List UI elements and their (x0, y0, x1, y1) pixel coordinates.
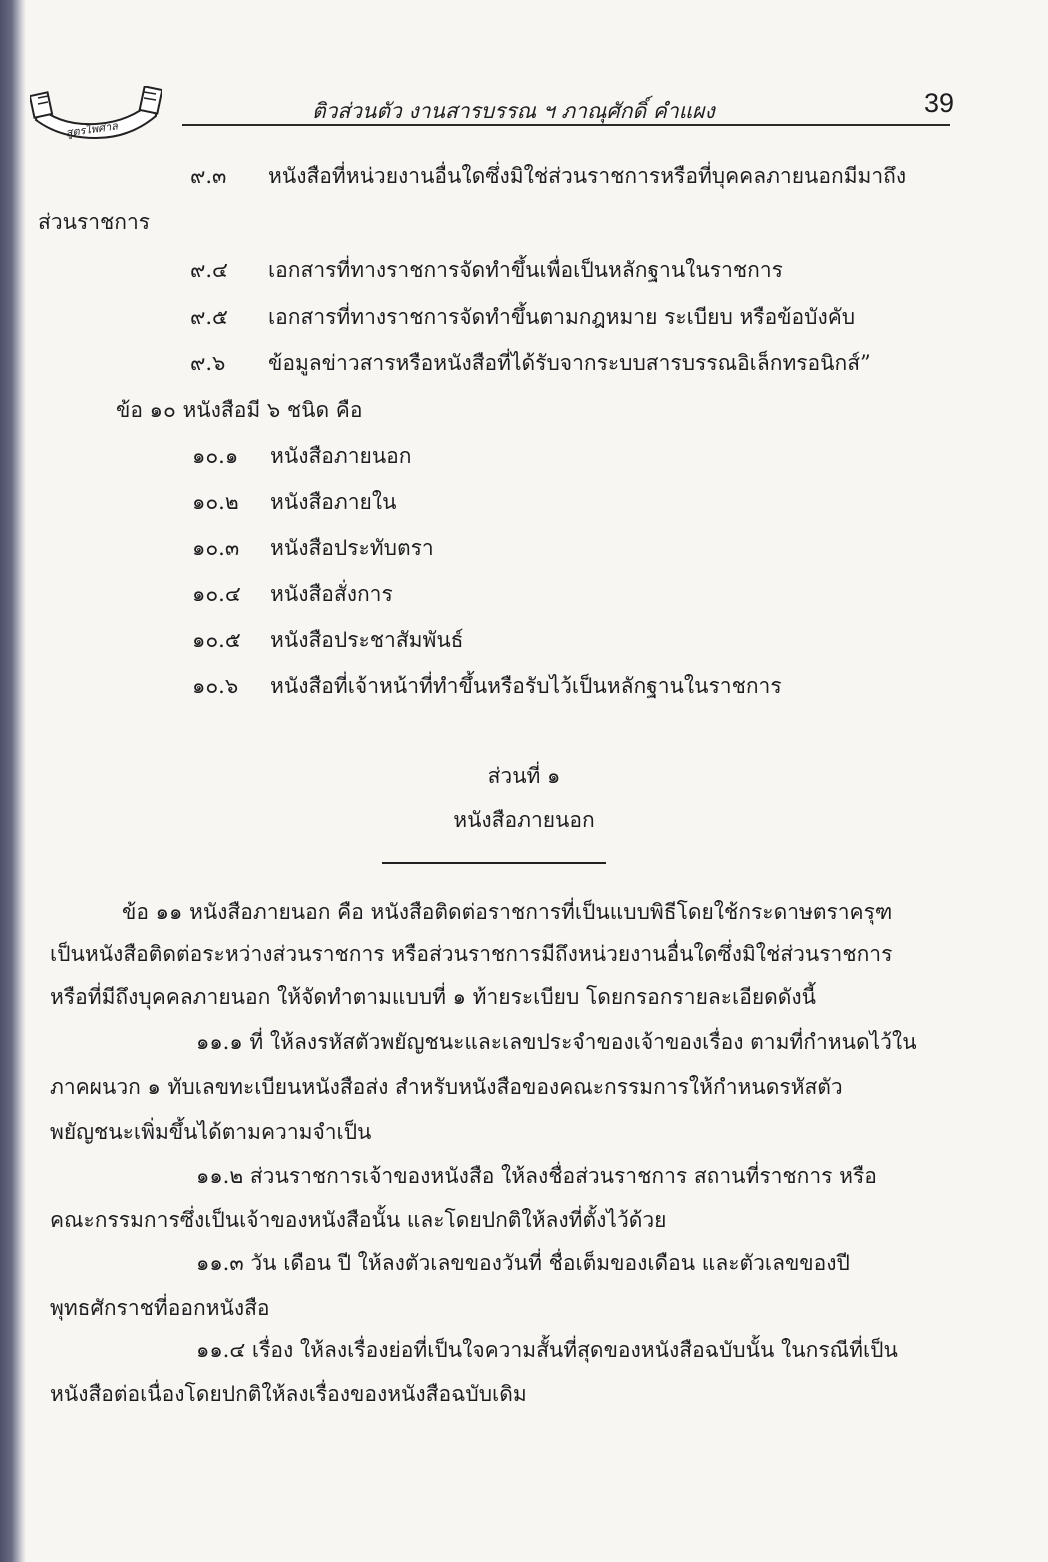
paragraph-line: ข้อ ๑๑ หนังสือภายนอก คือ หนังสือติดต่อราชการที่เป็นแบบพิธีโดยใช้กระดาษตราครุฑ (122, 900, 893, 924)
item-number: ๑๐.๖ (192, 674, 239, 698)
list-item (192, 626, 464, 654)
list-item (190, 349, 871, 377)
item-number: ๙.๖ (190, 351, 226, 375)
item-text: เอกสารที่ทางราชการจัดทำขึ้นตามกฎหมาย ระเบียบ หรือข้อบังคับ (268, 305, 856, 329)
item-text: หนังสือสั่งการ (270, 582, 393, 606)
list-item (190, 256, 783, 284)
header-rule (182, 124, 950, 126)
paragraph-line: ๑๑.๔ เรื่อง ให้ลงเรื่องย่อที่เป็นใจความสั้นที่สุดของหนังสือฉบับนั้น ในกรณีที่เป็น (196, 1338, 898, 1362)
item-text: หนังสือภายนอก (270, 444, 412, 468)
logo-banner-icon (30, 86, 162, 142)
paragraph-line: หนังสือต่อเนื่องโดยปกติให้ลงเรื่องของหนังสือฉบับเดิม (50, 1382, 527, 1406)
list-item (190, 303, 855, 331)
section-subtitle: หนังสือภายนอก (453, 808, 595, 832)
item-text: หนังสือที่หน่วยงานอื่นใดซึ่งมิใช่ส่วนราชการหรือที่บุคคลภายนอกมีมาถึง (268, 164, 907, 188)
item-text: หนังสือที่เจ้าหน้าที่ทำขึ้นหรือรับไว้เป็นหลักฐานในราชการ (270, 674, 782, 698)
section-divider (382, 862, 606, 864)
item-text: หนังสือประชาสัมพันธ์ (270, 628, 464, 652)
list-item (192, 442, 412, 470)
paragraph-line: ๑๑.๒ ส่วนราชการเจ้าของหนังสือ ให้ลงชื่อส่วนราชการ สถานที่ราชการ หรือ (196, 1164, 877, 1188)
item-number: ๙.๓ (190, 164, 227, 188)
list-item (192, 580, 393, 608)
svg-text:สูตรไพศาล: สูตรไพศาล (64, 119, 119, 140)
page-number: 39 (924, 88, 955, 118)
list-item (190, 162, 906, 190)
item-text: ข้อมูลข่าวสารหรือหนังสือที่ได้รับจากระบบสารบรรณอิเล็กทรอนิกส์” (268, 351, 871, 375)
list-item (192, 672, 782, 700)
running-title: ติวส่วนตัว งานสารบรรณ ฯ ภาณุศักดิ์ คำแผง (312, 99, 715, 123)
paragraph-line: ภาคผนวก ๑ ทับเลขทะเบียนหนังสือส่ง สำหรับหนังสือของคณะกรรมการให้กำหนดรหัสตัว (50, 1075, 843, 1099)
item-number: ๙.๕ (190, 305, 228, 329)
paragraph-line: เป็นหนังสือติดต่อระหว่างส่วนราชการ หรือส่วนราชการมีถึงหน่วยงานอื่นใดซึ่งมิใช่ส่วนราชการ (50, 942, 893, 966)
item-text: เอกสารที่ทางราชการจัดทำขึ้นเพื่อเป็นหลักฐานในราชการ (268, 258, 783, 282)
clause-heading: ข้อ ๑๐ หนังสือมี ๖ ชนิด คือ (116, 398, 363, 422)
paragraph-line: พุทธศักราชที่ออกหนังสือ (50, 1296, 270, 1320)
item-number: ๑๐.๒ (192, 490, 239, 514)
item-number: ๑๐.๑ (192, 444, 239, 468)
list-item (192, 534, 434, 562)
section-title: ส่วนที่ ๑ (487, 764, 561, 788)
paragraph-line: คณะกรรมการซึ่งเป็นเจ้าของหนังสือนั้น และโดยปกติให้ลงที่ตั้งไว้ด้วย (50, 1208, 667, 1232)
item-number: ๑๐.๓ (192, 536, 240, 560)
paragraph-line: ๑๑.๓ วัน เดือน ปี ให้ลงตัวเลขของวันที่ ชื่อเต็มของเดือน และตัวเลขของปี (196, 1251, 850, 1275)
item-text: หนังสือประทับตรา (270, 536, 434, 560)
item-continuation: ส่วนราชการ (38, 210, 151, 234)
paragraph-line: พยัญชนะเพิ่มขึ้นได้ตามความจำเป็น (50, 1120, 372, 1144)
item-number: ๑๐.๕ (192, 628, 241, 652)
paragraph-line: หรือที่มีถึงบุคคลภายนอก ให้จัดทำตามแบบที่ ๑ ท้ายระเบียบ โดยกรอกรายละเอียดดังนี้ (50, 985, 817, 1009)
item-number: ๙.๔ (190, 258, 228, 282)
list-item (192, 488, 396, 516)
item-text: หนังสือภายใน (270, 490, 397, 514)
item-number: ๑๐.๔ (192, 582, 241, 606)
paragraph-line: ๑๑.๑ ที่ ให้ลงรหัสตัวพยัญชนะและเลขประจำของเจ้าของเรื่อง ตามที่กำหนดไว้ใน (196, 1030, 917, 1054)
